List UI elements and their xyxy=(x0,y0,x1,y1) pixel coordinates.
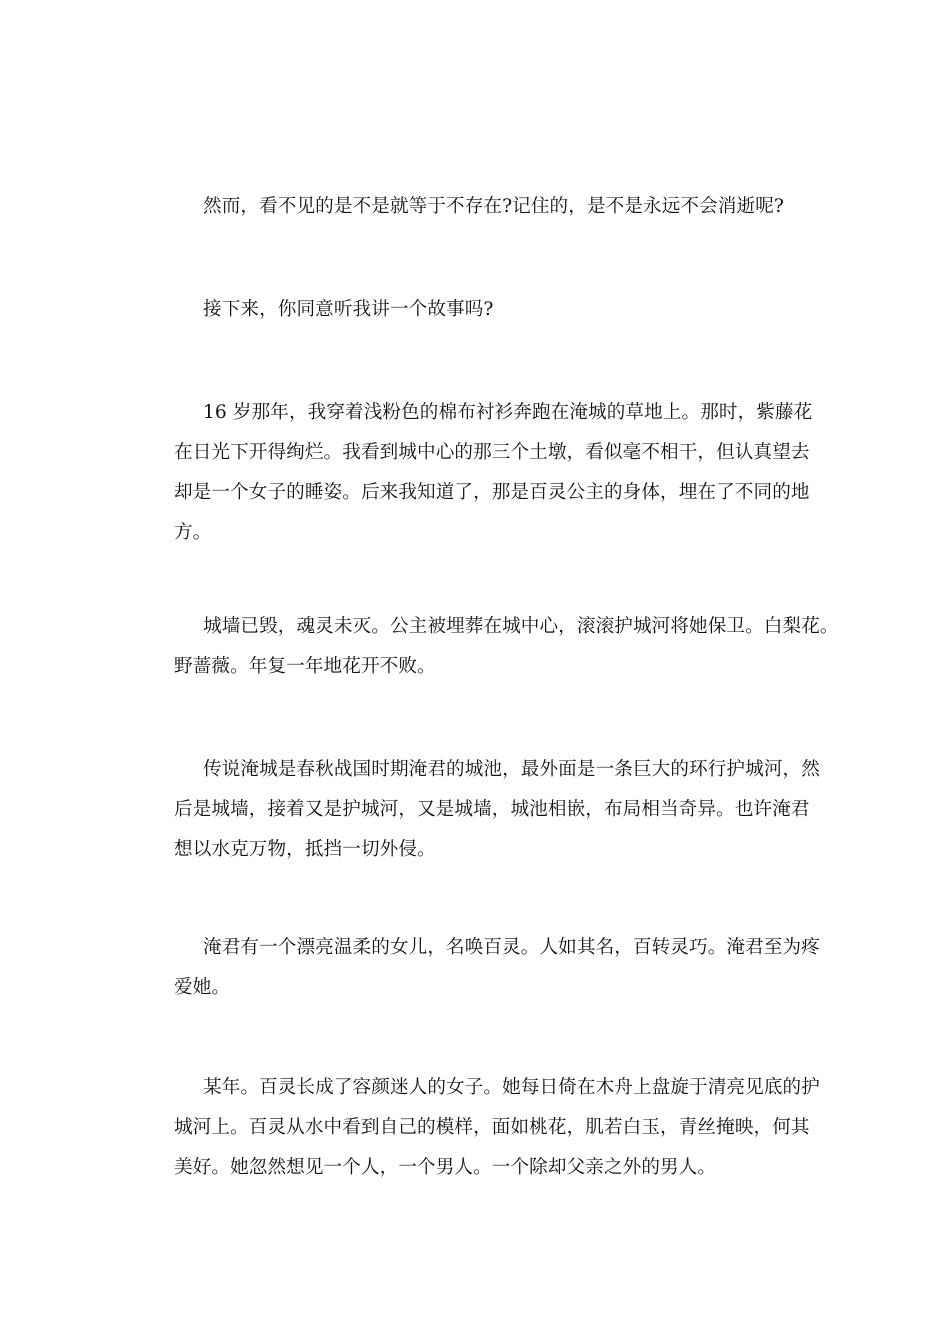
paragraph-6 xyxy=(145,928,820,1008)
paragraph-line: 爱她。 xyxy=(174,977,231,998)
paragraph-line: 却是一个女子的睡姿。后来我知道了，那是百灵公主的身体，埋在了不同的地 xyxy=(174,482,810,503)
paragraph-line: 16 岁那年，我穿着浅粉色的棉布衬衫奔跑在淹城的草地上。那时，紫藤花 xyxy=(203,402,813,423)
paragraph-line: 某年。百灵长成了容颜迷人的女子。她每日倚在木舟上盘旋于清亮见底的护 xyxy=(203,1077,820,1098)
paragraph-line: 后是城墙，接着又是护城河，又是城墙，城池相嵌，布局相当奇异。也许淹君 xyxy=(174,799,810,820)
paragraph-line: 城河上。百灵从水中看到自己的模样，面如桃花，肌若白玉，青丝掩映，何其 xyxy=(174,1117,810,1138)
paragraph-line: 方。 xyxy=(174,522,212,543)
paragraph-5 xyxy=(145,750,820,870)
paragraph-line: 想以水克万物，抵挡一切外侵。 xyxy=(174,839,436,860)
paragraph-line: 野蔷薇。年复一年地花开不败。 xyxy=(174,656,436,677)
paragraph-line: 城墙已毁，魂灵未灭。公主被埋葬在城中心，滚滚护城河将她保卫。白梨花。 xyxy=(203,616,839,637)
paragraph-line: 接下来，你同意听我讲一个故事吗? xyxy=(203,299,494,320)
paragraph-line: 在日光下开得绚烂。我看到城中心的那三个土墩，看似毫不相干，但认真望去 xyxy=(174,442,810,463)
paragraph-line: 美好。她忽然想见一个人，一个男人。一个除却父亲之外的男人。 xyxy=(174,1157,717,1178)
paragraph-2 xyxy=(145,290,817,330)
paragraph-line: 传说淹城是春秋战国时期淹君的城池，最外面是一条巨大的环行护城河，然 xyxy=(203,759,820,780)
paragraph-7 xyxy=(145,1068,820,1188)
paragraph-line: 淹君有一个漂亮温柔的女儿，名唤百灵。人如其名，百转灵巧。淹君至为疼 xyxy=(203,937,820,958)
paragraph-3 xyxy=(145,393,817,553)
paragraph-1 xyxy=(145,187,817,227)
paragraph-4 xyxy=(145,607,839,687)
paragraph-line: 然而，看不见的是不是就等于不存在?记住的，是不是永远不会消逝呢? xyxy=(203,196,784,217)
